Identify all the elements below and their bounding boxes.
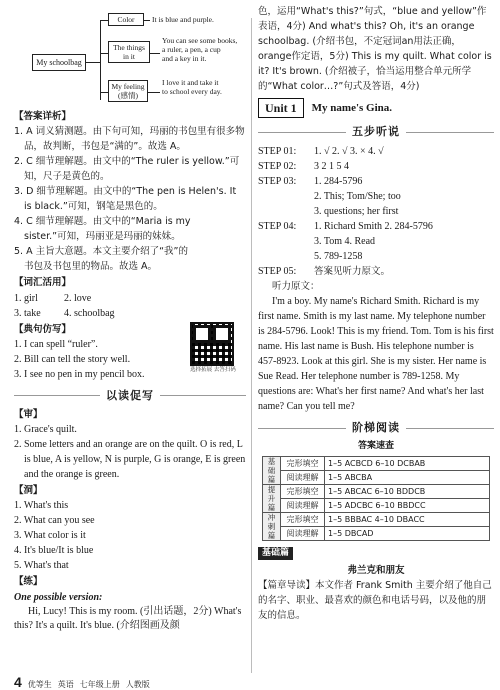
analysis-item: 5. A 主旨大意题。本文主要介绍了“我”的书包及书包里的物品。故选 A。: [14, 246, 188, 273]
story-title: 弗兰克和朋友: [347, 565, 405, 576]
analysis-heading: 【答案详析】: [14, 111, 72, 122]
qr-code-icon[interactable]: [190, 322, 234, 366]
step-row: [258, 144, 494, 159]
table-type-cell: 阅读理解: [281, 526, 325, 540]
dong-item: 1. What's this: [14, 500, 69, 512]
answer-table-title: 答案速查: [357, 441, 394, 451]
table-group-cell: 冲刺篇: [263, 512, 281, 540]
step-answer: 2. This; Tom/She; too: [314, 191, 401, 202]
analysis-item: 2. C 细节理解题。由文中的“The ruler is yellow.”可知，尺子是黄色的。: [14, 156, 240, 183]
mind-map-connector: [100, 20, 108, 21]
mind-map-connector: [148, 92, 160, 93]
mind-map: [14, 6, 246, 108]
step-answer: 1. 284-5796: [314, 176, 363, 187]
step-answer: 3. questions; her first: [314, 206, 399, 217]
section-banner-listening: [258, 124, 494, 140]
table-row: [263, 512, 490, 526]
step-row: [258, 159, 494, 174]
unit-header: [258, 98, 494, 118]
table-row: [263, 498, 490, 512]
dong-heading: 【洞】: [14, 485, 43, 496]
dong-item: 5. What's that: [14, 560, 69, 572]
step-label: STEP 02:: [258, 161, 297, 172]
model-sentence: 2. Bill can tell the story well.: [14, 353, 131, 365]
mind-map-connector: [144, 20, 150, 21]
footer-grade: 七年级上册: [79, 680, 120, 689]
analysis-item: 3. D 细节理解题。由文中的“The pen is Helen's. It is black.”可知，钢笔是黑色的。: [14, 186, 237, 213]
mind-map-node-things: The things in it: [108, 41, 150, 63]
step-label: STEP 04:: [258, 221, 297, 232]
footer-subject: 英语: [57, 680, 74, 689]
step-label: STEP 05:: [258, 266, 297, 277]
footer-brand: 优等生: [27, 680, 52, 689]
table-row: [263, 470, 490, 484]
qr-code-block[interactable]: [190, 322, 236, 374]
table-answer-cell: 1–5 ABCAC 6–10 BDDCB: [325, 484, 490, 498]
table-answer-cell: 1–5 ADCBC 6–10 BBDCC: [325, 498, 490, 512]
model-sentence-heading: 【典句仿写】: [14, 323, 72, 335]
step-row: [258, 264, 494, 279]
page-footer: [14, 672, 156, 690]
mind-map-leaf-feeling: I love it and take it to school every day.: [162, 78, 222, 96]
dong-list: [14, 498, 246, 573]
analysis-list: [14, 124, 246, 274]
dong-item: 3. What color is it: [14, 530, 86, 542]
shen-item: 2. Some letters and an orange are on the quilt. O is red, L is blue, A is yellow, N is purple, G is orange, E is green and the orange is green.: [14, 439, 246, 480]
shen-heading: 【审】: [14, 408, 43, 420]
footer-edition: 人教版: [125, 680, 150, 689]
step-label: STEP 03:: [258, 176, 297, 187]
banner-title: 五步听说: [352, 124, 400, 138]
vocab-item: 2. love: [64, 292, 92, 304]
shen-item: 1. Grace's quilt.: [14, 424, 77, 435]
table-answer-cell: 1–5 BBBAC 4–10 DBACC: [325, 512, 490, 526]
transcript-heading: 听力原文：: [272, 281, 320, 292]
mind-map-leaf-things: You can see some books, a ruler, a pen, a cup and a key in it.: [162, 36, 238, 63]
mind-map-connector: [100, 92, 108, 93]
unit-label: Unit 1: [258, 98, 304, 118]
step-row: [258, 174, 494, 219]
banner-title: 以读促写: [106, 388, 154, 402]
vocab-item: 1. girl: [14, 292, 38, 304]
page-number: 4: [14, 674, 22, 690]
step-answer: 5. 789-1258: [314, 251, 363, 262]
step-answer: 3. Tom 4. Read: [314, 236, 376, 247]
analysis-item: 4. C 细节理解题。由文中的“Maria is my sister.”可知，玛丽亚是玛丽的妹妹。: [14, 216, 191, 243]
dong-item: 2. What can you see: [14, 515, 95, 527]
analysis-item: 1. A 词义猜测题。由下句可知，玛丽的书包里有很多物品，故判断，书包是“满的”。故选 A。: [14, 126, 245, 153]
dong-item: 4. It's blue/It is blue: [14, 545, 94, 557]
version-label: One possible version:: [14, 591, 103, 603]
model-sentence: 1. I can spell “ruler”.: [14, 338, 98, 350]
banner-title: 阶梯阅读: [352, 420, 400, 434]
answer-table: [262, 456, 490, 541]
transcript-text: I'm a boy. My name's Richard Smith. Richard is my first name. Smith is my last name. My telephone number is 284-5796. Look! This is my friend. Tom. Tom is his first name. His last name is Bush. His telephone number is 457-8923. Look at this girl. She is my sister. Her name is Sue Read. Her telephone number is 789-1258. My questions are: What's her first name? And what's her last name? Can you tell me?: [258, 296, 494, 412]
mind-map-connector: [100, 53, 108, 54]
table-answer-cell: 1–5 ACBCD 6–10 DCBAB: [325, 456, 490, 470]
step-answer: 3 2 1 5 4: [314, 161, 349, 172]
table-row: [263, 456, 490, 470]
mind-map-root: My schoolbag: [32, 54, 86, 71]
table-group-cell: 基础篇: [263, 456, 281, 484]
table-group-cell: 提升篇: [263, 484, 281, 512]
unit-title: My name's Gina.: [311, 101, 393, 114]
step-row: [258, 219, 494, 264]
step-answer: 1. √ 2. √ 3. × 4. √: [314, 146, 384, 157]
mind-map-node-color: Color: [108, 13, 144, 26]
left-column: [14, 6, 246, 633]
table-answer-cell: 1–5 DBCAD: [325, 526, 490, 540]
shen-list: [14, 422, 246, 482]
mind-map-bracket: [100, 20, 101, 100]
step-label: STEP 01:: [258, 146, 297, 157]
story-intro: 【篇章导读】本文作者 Frank Smith 主要介绍了他自己的名字、职业、最喜欢的颜色和电话号码，以及他的朋友的信息。: [258, 580, 492, 622]
mind-map-connector: [86, 62, 100, 63]
basic-section-tag: 基础篇: [258, 547, 293, 561]
section-banner-writing: [14, 388, 246, 404]
mind-map-node-feeling: My feeling (感情): [108, 80, 148, 102]
right-column: [258, 4, 494, 623]
steps-list: [258, 144, 494, 279]
column-divider: [251, 18, 252, 673]
table-type-cell: 完形填空: [281, 512, 325, 526]
vocab-item: 4. schoolbag: [64, 307, 115, 319]
table-type-cell: 阅读理解: [281, 470, 325, 484]
qr-caption: 选择拓展 去答扫码: [190, 367, 236, 373]
vocab-heading: 【词汇活用】: [14, 277, 72, 289]
mind-map-connector: [150, 53, 160, 54]
essay-continued: 色，运用“What's this?”句式，“blue and yellow”作表语，4分) And what's this? Oh, it's an orange schoolbag. (介绍书包，不定冠词an用法正确，orange作定语，5分) This is my quilt. What color is it? It's brown. (介绍被子，恰当运用整合单元所学的“What color…?”句式及答语，4分): [258, 6, 492, 92]
table-answer-cell: 1–5 ABCBA: [325, 470, 490, 484]
table-type-cell: 完形填空: [281, 456, 325, 470]
table-row: [263, 526, 490, 540]
vocab-list: [14, 291, 246, 321]
lian-heading: 【练】: [14, 576, 43, 588]
step-answer: 答案见听力原文。: [314, 266, 391, 277]
vocab-item: 3. take: [14, 307, 41, 319]
essay-text: Hi, Lucy! This is my room. (引出话题，2分) What's this? It's a quilt. It's blue. (介绍图画及颜: [14, 605, 242, 631]
table-row: [263, 484, 490, 498]
table-type-cell: 完形填空: [281, 484, 325, 498]
section-banner-reading: [258, 420, 494, 436]
table-type-cell: 阅读理解: [281, 498, 325, 512]
mind-map-leaf-color: It is blue and purple.: [152, 15, 214, 24]
step-answer: 1. Richard Smith 2. 284-5796: [314, 221, 433, 232]
model-sentence: 3. I see no pen in my pencil box.: [14, 368, 145, 380]
